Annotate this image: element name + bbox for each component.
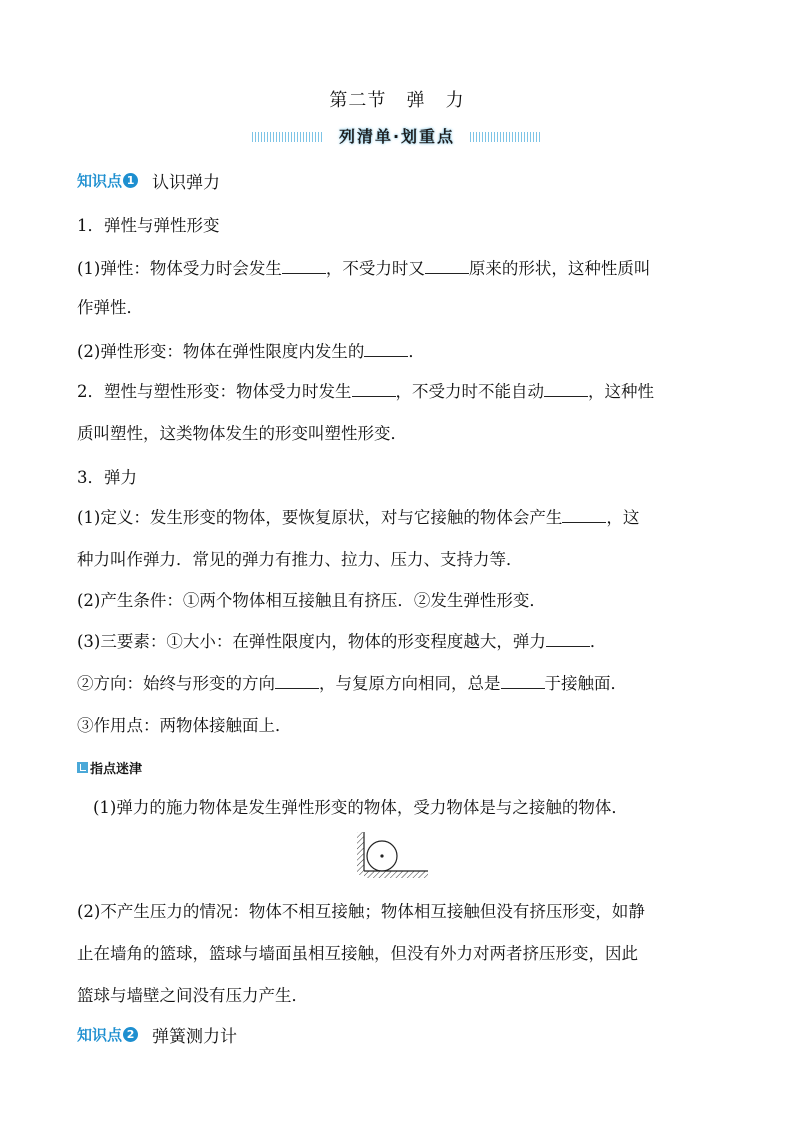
knowledge-point-2	[77, 1022, 237, 1047]
paragraph-definition-cont: 种力叫作弹力．常见的弹力有推力、拉力、压力、支持力等．	[77, 550, 523, 569]
paragraph-elastic-deformation: (2)弹性形变：物体在弹性限度内发生的 ．	[77, 342, 425, 361]
basketball-center-dot	[380, 854, 383, 857]
knowledge-point-number-icon: 2	[123, 1027, 138, 1042]
fill-blank[interactable]	[544, 380, 588, 397]
tip-paragraph-2-cont-1: 止在墙角的篮球，篮球与墙面虽相互接触，但没有外力对两者挤压形变，因此	[77, 944, 638, 963]
fill-blank[interactable]	[546, 630, 590, 647]
fill-blank[interactable]	[352, 380, 396, 397]
knowledge-point-title: 弹簧测力计	[152, 1027, 238, 1047]
section-banner	[252, 124, 542, 150]
tip-icon	[77, 762, 88, 773]
paragraph-conditions: (2)产生条件：①两个物体相互接触且有挤压．②发生弹性形变．	[77, 591, 546, 610]
paragraph-elasticity-1-cont: 作弹性．	[77, 298, 143, 317]
paragraph-direction: ②方向：始终与形变的方向 ，与复原方向相同，总是 于接触面．	[77, 674, 627, 693]
knowledge-point-tag: 知识点	[77, 172, 123, 190]
fill-blank[interactable]	[275, 672, 319, 689]
tip-paragraph-2-cont-2: 篮球与墙壁之间没有压力产生．	[77, 986, 308, 1005]
fill-blank[interactable]	[562, 506, 606, 523]
knowledge-point-1	[77, 168, 220, 193]
knowledge-point-title: 认识弹力	[152, 173, 221, 193]
floor-hatch	[364, 871, 428, 878]
paragraph-point-of-action: ③作用点：两物体接触面上．	[77, 716, 292, 735]
subheading-elasticity: 1．弹性与弹性形变	[77, 216, 220, 235]
banner-label: 列清单·划重点	[338, 127, 456, 146]
banner-stripe-left	[252, 132, 324, 142]
paragraph-plasticity: 2．塑性与塑性形变：物体受力时发生 ，不受力时不能自动 ，这种性	[77, 382, 654, 401]
fill-blank[interactable]	[501, 672, 545, 689]
tip-header	[77, 758, 142, 777]
ball-in-corner-diagram	[355, 828, 431, 880]
paragraph-definition: (1)定义：发生形变的物体，要恢复原状，对与它接触的物体会产生 ，这	[77, 508, 640, 527]
knowledge-point-tag: 知识点	[77, 1026, 123, 1044]
wall-hatch	[357, 832, 364, 875]
section-title: 第二节 弹 力	[329, 90, 465, 111]
fill-blank[interactable]	[425, 257, 469, 274]
paragraph-elasticity-1: (1)弹性：物体受力时会发生 ，不受力时又 原来的形状，这种性质叫	[77, 259, 651, 278]
paragraph-plasticity-cont: 质叫塑性，这类物体发生的形变叫塑性形变．	[77, 424, 407, 443]
banner-stripe-right	[470, 132, 542, 142]
fill-blank[interactable]	[364, 340, 408, 357]
tip-paragraph-2: (2)不产生压力的情况：物体不相互接触；物体相互接触但没有挤压形变，如静	[77, 902, 645, 921]
paragraph-three-elements: (3)三要素：①大小：在弹性限度内，物体的形变程度越大，弹力 ．	[77, 632, 607, 651]
knowledge-point-number-icon: 1	[123, 173, 138, 188]
fill-blank[interactable]	[282, 257, 326, 274]
tip-paragraph-1: (1)弹力的施力物体是发生弹性形变的物体，受力物体是与之接触的物体．	[93, 798, 628, 817]
subheading-elastic-force: 3．弹力	[77, 468, 137, 487]
tip-label: 指点迷津	[90, 762, 143, 777]
